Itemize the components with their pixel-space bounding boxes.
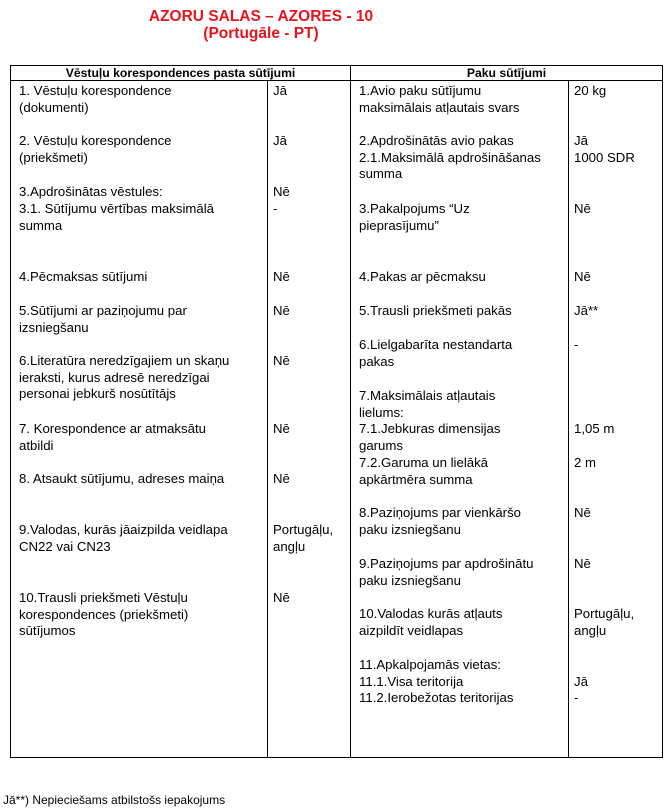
letter-item-label: 1. Vēstuļu korespondence <box>19 83 172 98</box>
letter-item-label: 2. Vēstuļu korespondence <box>19 133 172 148</box>
letter-item-label: personai jebkurš nosūtītājs <box>19 386 176 401</box>
letter-item-label: (dokumenti) <box>19 99 89 115</box>
parcel-item-label: garums <box>359 437 403 453</box>
parcel-item-value: - <box>574 690 579 705</box>
letter-item-value: Nē <box>273 471 290 486</box>
document-subtitle: (Portugāle - PT) <box>203 25 319 42</box>
parcel-item-label: 4.Pakas ar pēcmaksu <box>359 269 486 284</box>
parcel-item-value: Portugāļu, <box>574 606 635 621</box>
parcel-item-label: apkārtmēra summa <box>359 471 473 487</box>
parcel-item-value: angļu <box>574 622 607 638</box>
parcel-item-value: Nē <box>574 201 591 216</box>
letter-item-value: Nē <box>273 421 290 436</box>
letter-item-label: 6.Literatūra neredzīgajiem un skaņu <box>19 353 230 368</box>
parcel-item-value: 20 kg <box>574 83 607 98</box>
parcel-item-label: 11.Apkalpojamās vietas: <box>359 657 501 672</box>
parcel-item-label: 11.1.Visa teritorija <box>359 673 464 689</box>
letter-item-value: Nē <box>273 269 290 284</box>
parcel-item-label: 5.Trausli priekšmeti pakās <box>359 303 512 318</box>
letter-item-label: korespondences (priekšmeti) <box>19 606 189 622</box>
parcel-item-label: lielums: <box>359 404 404 420</box>
parcel-item-value: Jā <box>574 133 588 148</box>
parcel-item-value: Nē <box>574 269 591 284</box>
letters-column-header: Vēstuļu korespondences pasta sūtījumi <box>11 66 351 81</box>
document-title: AZORU SALAS – AZORES - 10 <box>148 8 374 25</box>
letters-labels-column <box>11 81 267 757</box>
services-table <box>10 65 663 758</box>
parcel-item-value: Jā <box>574 673 588 689</box>
letter-item-label: 3.Apdrošinātas vēstules: <box>19 184 163 199</box>
letter-item-label: sūtījumos <box>19 623 76 638</box>
letter-item-label: 9.Valodas, kurās jāaizpilda veidlapa <box>19 522 228 537</box>
parcel-item-label: 2.Apdrošinātās avio pakas <box>359 133 514 148</box>
parcel-item-value: 2 m <box>574 455 596 470</box>
parcel-item-label: 7.2.Garuma un lielākā <box>359 455 489 470</box>
letter-item-label: (priekšmeti) <box>19 149 88 165</box>
parcel-item-value: Nē <box>574 505 591 520</box>
letter-item-label: 4.Pēcmaksas sūtījumi <box>19 269 148 284</box>
letter-item-label: 8. Atsaukt sūtījumu, adreses maiņa <box>19 471 225 486</box>
parcel-item-value: 1,05 m <box>574 421 615 436</box>
letter-item-label: atbildi <box>19 437 54 453</box>
letter-item-value: Nē <box>273 303 290 318</box>
parcel-item-label: summa <box>359 166 403 181</box>
parcel-item-label: 1.Avio paku sūtījumu <box>359 83 482 98</box>
parcel-item-label: pakas <box>359 353 395 369</box>
letter-item-value: Jā <box>273 83 287 98</box>
letter-item-label: izsniegšanu <box>19 319 89 335</box>
letters-values-column <box>268 81 350 757</box>
parcel-item-label: 11.2.Ierobežotas teritorijas <box>359 690 514 705</box>
parcel-item-label: pieprasījumu” <box>359 217 439 233</box>
parcel-item-label: paku izsniegšanu <box>359 572 461 588</box>
parcel-item-label: 3.Pakalpojums “Uz <box>359 201 470 216</box>
parcel-item-label: aizpildīt veidlapas <box>359 622 464 638</box>
letter-item-label: 5.Sūtījumi ar paziņojumu par <box>19 303 187 318</box>
parcel-item-value: Jā** <box>574 303 599 318</box>
parcel-item-label: 7.1.Jebkuras dimensijas <box>359 421 501 436</box>
parcel-item-label: 2.1.Maksimālā apdrošināšanas <box>359 149 541 165</box>
parcel-item-value: - <box>574 337 579 352</box>
letter-item-value: - <box>273 201 278 216</box>
letter-item-label: 3.1. Sūtījumu vērtības maksimālā <box>19 201 214 216</box>
letter-item-value: Nē <box>273 353 290 368</box>
parcel-item-value: 1000 SDR <box>574 149 635 165</box>
letter-item-label: ieraksti, kurus adresē neredzīgai <box>19 369 210 385</box>
letter-item-label: summa <box>19 217 63 233</box>
letter-item-value: angļu <box>273 538 306 554</box>
parcel-item-label: 8.Paziņojums par vienkāršo <box>359 505 521 520</box>
letter-item-value: Portugāļu, <box>273 522 334 537</box>
parcel-item-label: 10.Valodas kurās atļauts <box>359 606 503 621</box>
parcel-item-value: Nē <box>574 556 591 571</box>
parcel-item-label: 9.Paziņojums par apdrošinātu <box>359 556 534 571</box>
footnote: Jā**) Nepieciešams atbilstošs iepakojums <box>3 793 226 807</box>
parcels-values-column <box>569 81 662 757</box>
parcel-item-label: maksimālais atļautais svars <box>359 99 520 115</box>
parcel-item-label: 6.Lielgabarīta nestandarta <box>359 337 513 352</box>
letter-item-label: 7. Korespondence ar atmaksātu <box>19 421 206 436</box>
parcel-item-label: 7.Maksimālais atļautais <box>359 388 496 403</box>
letter-item-value: Nē <box>273 590 290 605</box>
letter-item-label: 10.Trausli priekšmeti Vēstuļu <box>19 590 188 605</box>
parcels-labels-column <box>351 81 568 757</box>
letter-item-value: Nē <box>273 184 290 199</box>
letter-item-label: CN22 vai CN23 <box>19 538 111 554</box>
parcels-column-header: Paku sūtījumi <box>351 66 663 81</box>
letter-item-value: Jā <box>273 133 287 148</box>
parcel-item-label: paku izsniegšanu <box>359 521 461 537</box>
